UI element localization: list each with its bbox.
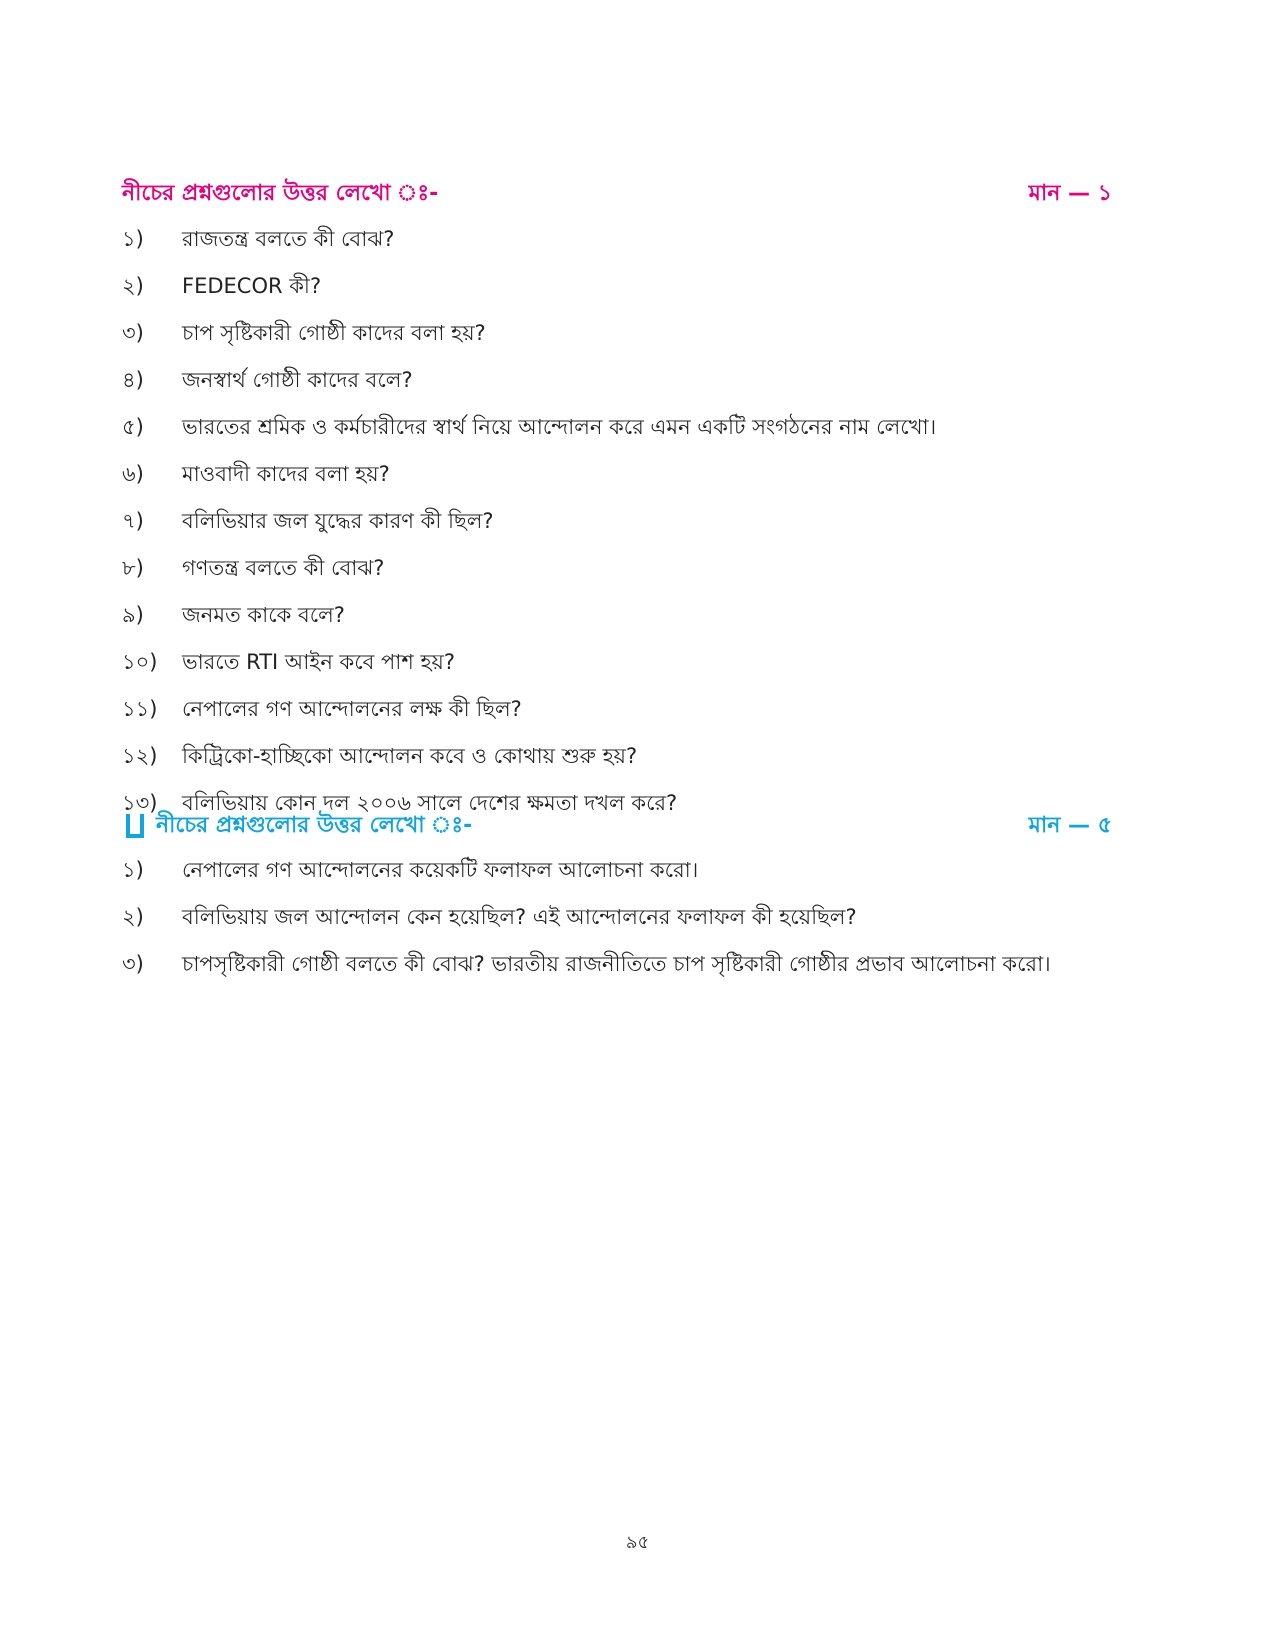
question-text: বলিভিয়ায় কোন দল ২০০৬ সালে দেশের ক্ষমতা দখল করে? (182, 791, 678, 815)
question-text: চাপ সৃষ্টিকারী গোষ্ঠী কাদের বলা হয়? (182, 321, 486, 345)
question-number: ২) (122, 905, 144, 929)
question-number: ২) (122, 274, 144, 298)
question-number: ১) (122, 227, 144, 251)
question-item (122, 687, 1122, 734)
question-text: মাওবাদী কাদের বলা হয়? (182, 462, 390, 486)
question-number: ৩) (122, 952, 144, 976)
question-item (122, 895, 1122, 942)
question-text: ভারতের শ্রমিক ও কর্মচারীদের স্বার্থ নিয়ে আন্দোলন করে এমন একটি সংগঠনের নাম লেখো। (182, 415, 937, 439)
question-item (122, 311, 1122, 358)
question-item (122, 405, 1122, 452)
question-item (122, 593, 1122, 640)
question-number: ১৩) (122, 791, 158, 815)
question-text: জনমত কাকে বলে? (182, 603, 345, 627)
question-number: ১১) (122, 697, 158, 721)
question-text: নেপালের গণ আন্দোলনের কয়েকটি ফলাফল আলোচনা করো। (182, 858, 699, 882)
section2-heading-row (122, 808, 1112, 844)
question-number: ৯) (122, 603, 144, 627)
question-text: গণতন্ত্র বলতে কী বোঝ? (182, 556, 385, 580)
section2-heading: নীচের প্রশ্নগুলোর উত্তর লেখো ঃ- (156, 812, 473, 838)
section2-marks: মান — ৫ (1028, 812, 1112, 838)
question-number: ৬) (122, 462, 144, 486)
question-text: ভারতে RTI আইন কবে পাশ হয়? (182, 650, 456, 674)
question-text: চাপসৃষ্টিকারী গোষ্ঠী বলতে কী বোঝ? ভারতীয় রাজনীতিতে চাপ সৃষ্টিকারী গোষ্ঠীর প্রভাব আলোচনা করো। (182, 952, 1051, 976)
question-text: বলিভিয়ায় জল আন্দোলন কেন হয়েছিল? এই আন্দোলনের ফলাফল কী হয়েছিল? (182, 905, 857, 929)
question-item (122, 264, 1122, 311)
section1-heading: নীচের প্রশ্নগুলোর উত্তর লেখো ঃ- (122, 180, 439, 206)
question-item (122, 640, 1122, 687)
section1-question-list (122, 217, 1122, 828)
question-number: ৮) (122, 556, 144, 580)
section2-heading-left (122, 808, 472, 845)
question-text: জনস্বার্থ গোষ্ঠী কাদের বলে? (182, 368, 413, 392)
question-item (122, 942, 1122, 989)
question-number: ১০) (122, 650, 158, 674)
question-item (122, 848, 1122, 895)
question-item (122, 499, 1122, 546)
section1-heading-row (122, 176, 1112, 212)
question-item (122, 217, 1122, 264)
question-item (122, 546, 1122, 593)
question-number: ৫) (122, 415, 144, 439)
question-text: নেপালের গণ আন্দোলনের লক্ষ কী ছিল? (182, 697, 522, 721)
question-item (122, 734, 1122, 781)
question-number: ৪) (122, 368, 144, 392)
page-number: ৯৫ (625, 1532, 650, 1553)
question-number: ৩) (122, 321, 144, 345)
question-text: রাজতন্ত্র বলতে কী বোঝ? (182, 227, 395, 251)
section2-question-list (122, 848, 1122, 989)
question-number: ১) (122, 858, 144, 882)
question-item (122, 452, 1122, 499)
section1-marks: মান — ১ (1028, 180, 1112, 206)
question-item (122, 358, 1122, 405)
question-text: FEDECOR কী? (182, 274, 322, 298)
question-text: বলিভিয়ার জল যুদ্ধের কারণ কী ছিল? (182, 509, 494, 533)
section-marker-icon (126, 814, 144, 838)
question-number: ৭) (122, 509, 144, 533)
question-text: কিট্রিকো-হাচ্ছিকো আন্দোলন কবে ও কোথায় শুরু হয়? (182, 744, 638, 768)
section1-heading-left (122, 176, 438, 213)
question-number: ১২) (122, 744, 158, 768)
